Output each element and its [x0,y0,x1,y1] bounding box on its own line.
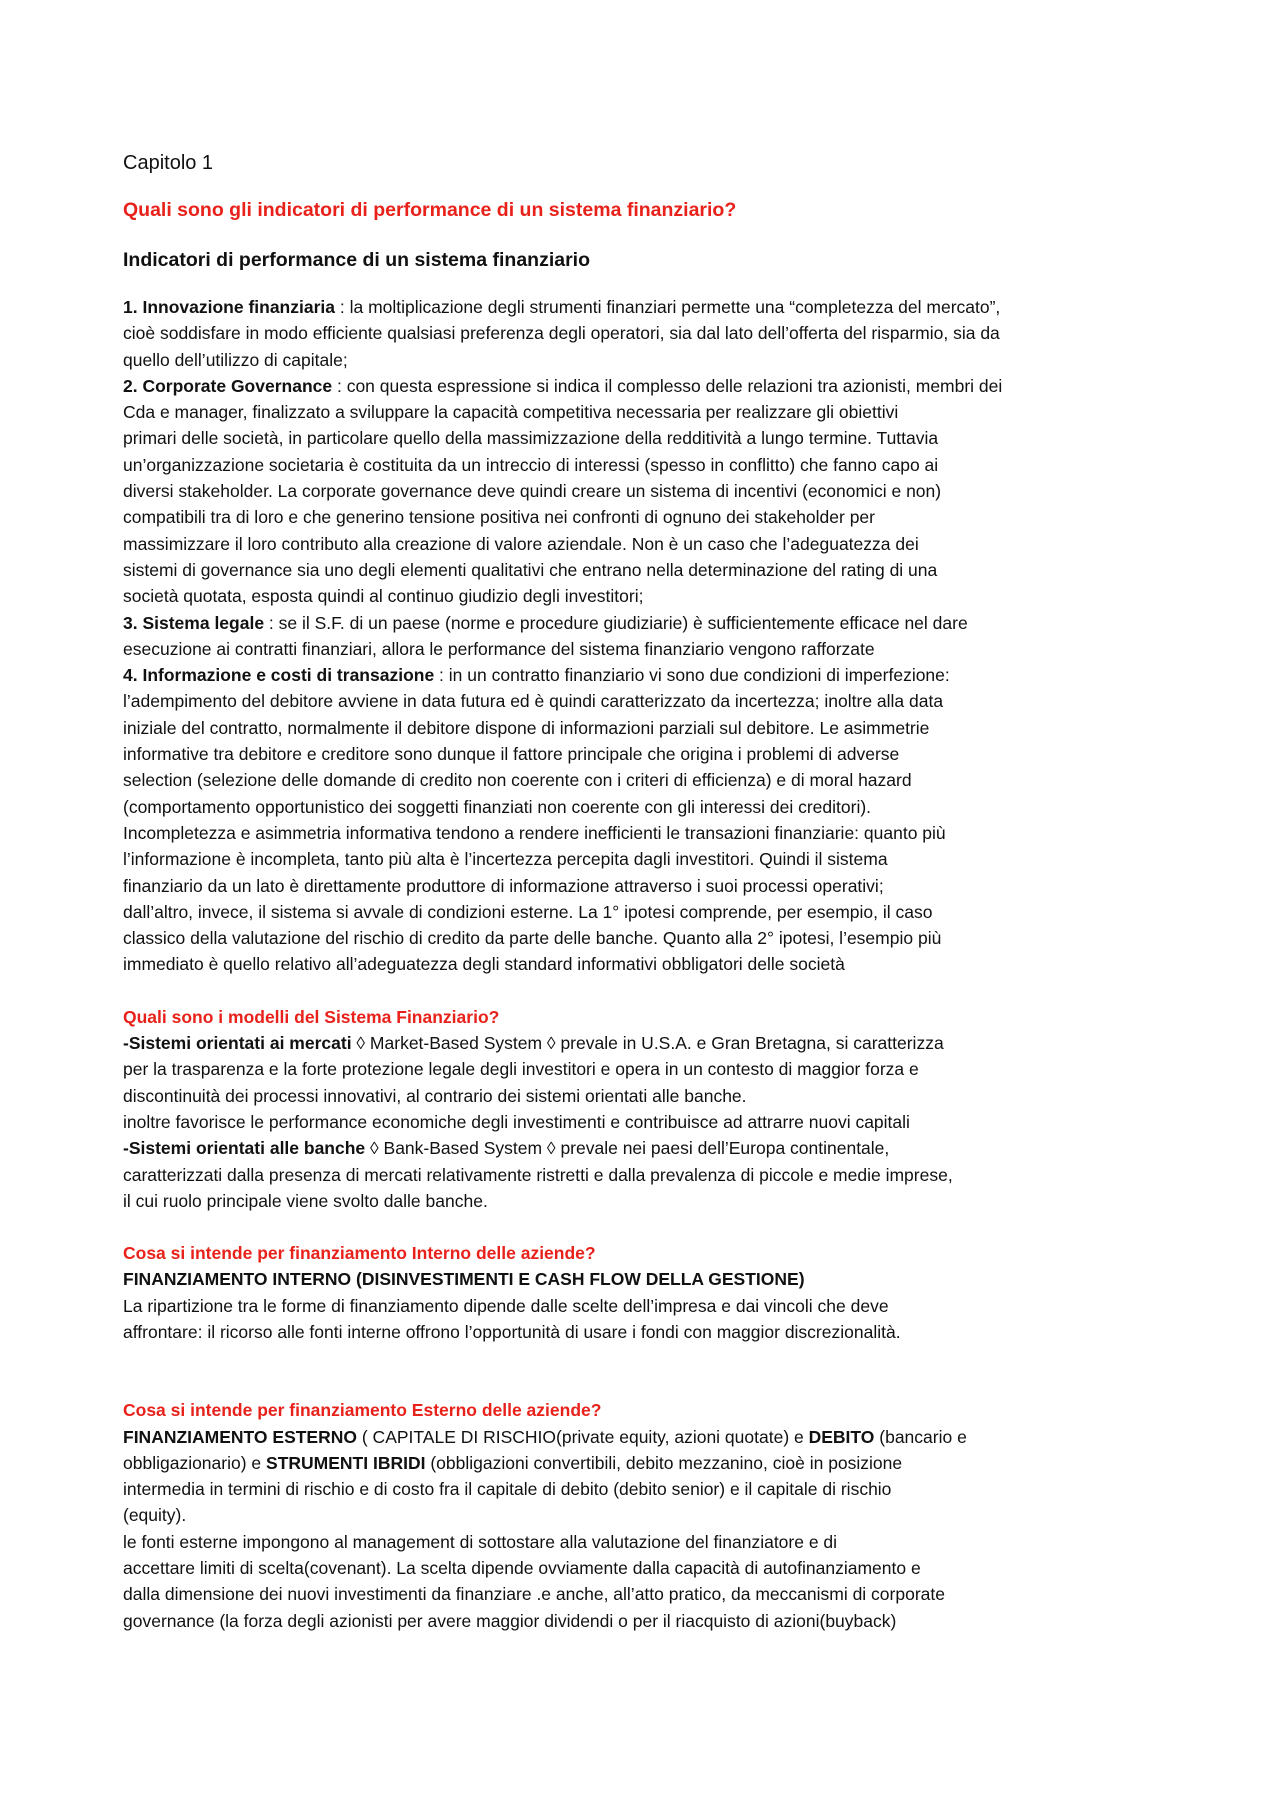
text-line: società quotata, esposta quindi al continuo giudizio degli investitori; [123,586,644,607]
text-line: affrontare: il ricorso alle fonti interne offrono l’opportunità di usare i fondi con maggior discrezionalità. [123,1321,901,1342]
indicators-section [123,294,1163,978]
internal-financing-title: FINANZIAMENTO INTERNO (DISINVESTIMENTI E CASH FLOW DELLA GESTIONE) [123,1269,805,1290]
indicator-line: 2. Corporate Governance : con questa espressione si indica il complesso delle relazioni tra azionisti, membri dei [123,375,1003,396]
text-line: dalla dimensione dei nuovi investimenti da finanziare .e anche, all’atto pratico, da meccanismi di corporate [123,1584,945,1605]
text-line: (comportamento opportunistico dei soggetti finanziati non coerente con gli interessi dei creditori). [123,796,872,817]
text-line: La ripartizione tra le forme di finanziamento dipende dalle scelte dell’impresa e dai vincoli che deve [123,1295,889,1316]
text-line: le fonti esterne impongono al management di sottostare alla valutazione del finanziatore e di [123,1531,838,1552]
model-line: -Sistemi orientati alle banche ◊ Bank-Based System ◊ prevale nei paesi dell’Europa continentale, [123,1138,890,1159]
internal-financing-section [123,1240,1163,1345]
text-line: classico della valutazione del rischio di credito da parte delle banche. Quanto alla 2° ipotesi, l’esempio più [123,928,942,949]
text-line: per la trasparenza e la forte protezione legale degli investitori e opera in un contesto di maggior forza e [123,1059,919,1080]
text-line: massimizzare il loro contributo alla creazione di valore aziendale. Non è un caso che l’adeguatezza dei [123,533,919,554]
indicator-line: 4. Informazione e costi di transazione : in un contratto finanziario vi sono due condizioni di imperfezione: [123,665,950,686]
text-line: Incompletezza e asimmetria informativa tendono a rendere inefficienti le transazioni finanziarie: quanto più [123,822,946,843]
text-line: selection (selezione delle domande di credito non coerente con i criteri di efficienza) e di moral hazard [123,770,912,791]
model-title: -Sistemi orientati ai mercati [123,1033,352,1054]
text-line: iniziale del contratto, normalmente il debitore dispone di informazioni parziali sul debitore. Le asimmetrie [123,717,930,738]
text-line: il cui ruolo principale viene svolto dalle banche. [123,1190,488,1211]
text-line: primari delle società, in particolare quello della massimizzazione della redditività a lungo termine. Tuttavia [123,428,939,449]
external-financing-title: FINANZIAMENTO ESTERNO [123,1426,357,1447]
document-page [123,150,1163,1634]
question-external-financing: Cosa si intende per finanziamento Esterno delle aziende? [123,1400,602,1421]
model-title: -Sistemi orientati alle banche [123,1138,366,1159]
text-line: esecuzione ai contratti finanziari, allora le performance del sistema finanziario vengono rafforzate [123,638,875,659]
text-line: cioè soddisfare in modo efficiente qualsiasi preferenza degli operatori, sia dal lato dell’offerta del risparmio, sia da [123,323,1000,344]
text-line: intermedia in termini di rischio e di costo fra il capitale di debito (debito senior) e il capitale di rischio [123,1479,892,1500]
text-line: un’organizzazione societaria è costituita da un intreccio di interessi (spesso in conflitto) che fanno capo ai [123,454,939,475]
indicator-line: 1. Innovazione finanziaria : la moltiplicazione degli strumenti finanziari permette una “completezza del mercato”, [123,297,1001,317]
text-line: (equity). [123,1505,187,1526]
question-models: Quali sono i modelli del Sistema Finanziario? [123,1006,500,1027]
text-line: compatibili tra di loro e che generino tensione positiva nei confronti di ognuno dei stakeholder per [123,507,875,528]
text-line: dall’altro, invece, il sistema si avvale di condizioni esterne. La 1° ipotesi comprende, per esempio, il caso [123,901,933,922]
text-line: Cda e manager, finalizzato a sviluppare la capacità competitiva necessaria per realizzare gli obiettivi [123,402,899,423]
indicator-title: 1. Innovazione finanziaria [123,297,335,317]
text-line: inoltre favorisce le performance economiche degli investimenti e contribuisce ad attrarre nuovi capitali [123,1111,910,1132]
indicator-title: 3. Sistema legale [123,612,265,633]
text-line: sistemi di governance sia uno degli elementi qualitativi che entrano nella determinazione del rating di una [123,559,938,580]
text-line: governance (la forza degli azionisti per avere maggior dividendi o per il riacquisto di azioni(buyback) [123,1610,897,1631]
external-financing-section [123,1397,1163,1634]
indicator-line: 3. Sistema legale : se il S.F. di un paese (norme e procedure giudiziarie) è sufficientemente efficace nel dare [123,612,968,633]
chapter-title: Capitolo 1 [123,152,214,174]
text-line: immediato è quello relativo all’adeguatezza degli standard informativi obbligatori delle società [123,954,845,975]
text-line: quello dell’utilizzo di capitale; [123,349,348,370]
text-line: l’informazione è incompleta, tanto più alta è l’incertezza percepita dagli investitori. Quindi il sistema [123,849,888,870]
text-line: discontinuità dei processi innovativi, al contrario dei sistemi orientati alle banche. [123,1085,747,1106]
text-line: l’adempimento del debitore avviene in data futura ed è quindi caratterizzato da incertezza; inoltre alla data [123,691,944,712]
text-line: obbligazionario) e STRUMENTI IBRIDI (obbligazioni convertibili, debito mezzanino, cioè in posizione [123,1452,903,1473]
indicator-title: 2. Corporate Governance [123,375,333,396]
indicator-title: 4. Informazione e costi di transazione [123,665,435,686]
external-financing-line: FINANZIAMENTO ESTERNO ( CAPITALE DI RISCHIO(private equity, azioni quotate) e DEBITO (bancario e [123,1426,967,1447]
text-line: diversi stakeholder. La corporate governance deve quindi creare un sistema di incentivi (economici e non) [123,481,942,502]
question-internal-financing: Cosa si intende per finanziamento Interno delle aziende? [123,1243,596,1264]
text-line: finanziario da un lato è direttamente produttore di informazione attraverso i suoi processi operativi; [123,875,884,896]
question-performance: Quali sono gli indicatori di performance di un sistema finanziario? [123,199,737,221]
text-line: informative tra debitore e creditore sono dunque il fattore principale che origina i problemi di adverse [123,744,900,765]
models-section [123,1004,1163,1214]
model-line: -Sistemi orientati ai mercati ◊ Market-Based System ◊ prevale in U.S.A. e Gran Bretagna, si caratterizza [123,1033,944,1054]
section-heading-performance: Indicatori di performance di un sistema finanziario [123,249,591,271]
text-line: accettare limiti di scelta(covenant). La scelta dipende ovviamente dalla capacità di autofinanziamento e [123,1558,921,1579]
text-line: caratterizzati dalla presenza di mercati relativamente ristretti e dalla prevalenza di piccole e medie imprese, [123,1164,953,1185]
